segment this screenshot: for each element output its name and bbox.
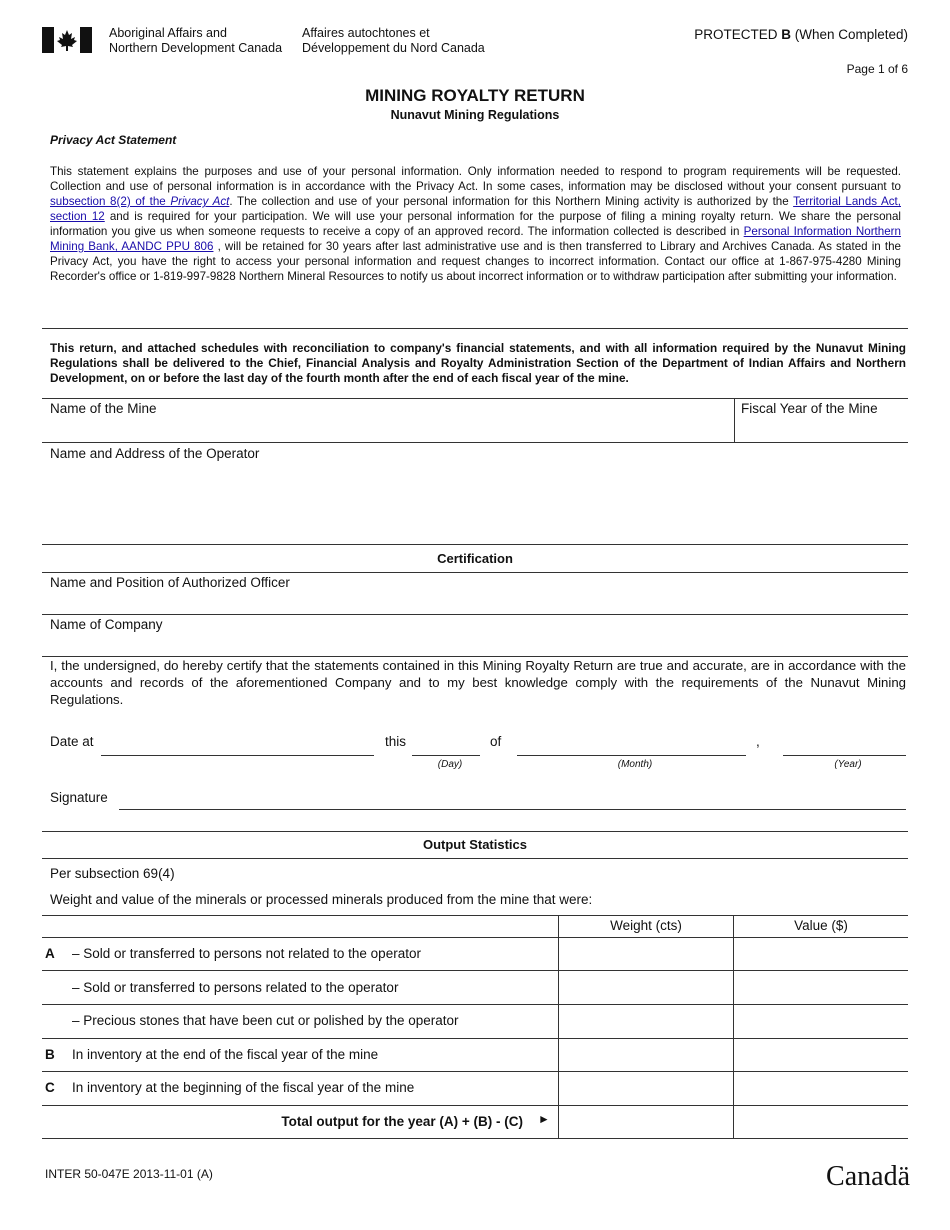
- form-subtitle: Nunavut Mining Regulations: [390, 108, 560, 122]
- day-input[interactable]: [412, 733, 480, 754]
- divider: [42, 398, 908, 399]
- month-line: [517, 755, 746, 756]
- of-label: of: [490, 734, 502, 749]
- dept-en-line1: Aboriginal Affairs and: [109, 26, 227, 40]
- privacy-act-link[interactable]: [50, 195, 229, 208]
- canada-wordmark-text: Canadä: [826, 1161, 910, 1192]
- value-input[interactable]: [736, 1041, 906, 1069]
- value-column-header: Value ($): [794, 918, 848, 933]
- dept-en-line2: Northern Development Canada: [109, 41, 283, 55]
- divider: [42, 915, 908, 916]
- divider: [42, 970, 908, 971]
- divider: [42, 442, 908, 443]
- year-input[interactable]: [783, 733, 906, 754]
- divider: [42, 572, 908, 573]
- filing-instructions: This return, and attached schedules with reconciliation to company's financial statements, and with all information required by the Nunavut Mining Regulations shall be delivered to the Chief, Financial Analysis and Royalty Administration Section of the Department of Indian Affairs and Northern Development, on or before the last day of the fourth month after the end of each fiscal year of the mine.: [50, 341, 906, 385]
- total-label: Total output for the year (A) + (B) - (C): [281, 1114, 523, 1129]
- mine-name-input[interactable]: [48, 419, 730, 440]
- department-name-english: [109, 26, 282, 56]
- total-arrow-icon: ►: [538, 1112, 550, 1126]
- day-line: [412, 755, 480, 756]
- form-title: MINING ROYALTY RETURN: [365, 86, 585, 105]
- divider: [42, 858, 908, 859]
- privacy-text-4: , will be retained for 30 years after last administrative use and is then transferred to Library and Archives Canada. As stated in the Privacy Act, you have the right to access your personal information and request changes to incorrect information. Contact our office at 1-867-975-4280 Mining Recorder's office or 1-819-997-9828 Northern Mineral Resources to notify us about incorrect information or to withdraw participation after submitting your information.: [50, 240, 901, 283]
- divider: [42, 937, 908, 938]
- privacy-statement: [50, 164, 901, 284]
- weight-input[interactable]: [561, 1007, 731, 1036]
- row-description: – Sold or transferred to persons not related to the operator: [72, 946, 421, 961]
- comma-separator: ,: [756, 734, 760, 749]
- dept-fr-line2: Développement du Nord Canada: [302, 41, 485, 55]
- signature-line: [119, 809, 906, 810]
- divider: [42, 1138, 908, 1139]
- value-input[interactable]: [736, 1007, 906, 1036]
- privacy-text-3: and is required for your participation. We will use your personal information for the purpose of filing a mining royalty return. We share the personal information you give us when someone requests to receive a copy of an approved record. The information collected is described in: [50, 210, 901, 238]
- subsection-label: Per subsection 69(4): [50, 866, 175, 881]
- date-at-label: Date at: [50, 734, 94, 749]
- company-input[interactable]: [48, 635, 904, 655]
- page-number: Page 1 of 6: [846, 62, 908, 76]
- weight-input[interactable]: [561, 1074, 731, 1103]
- protected-level: B: [781, 27, 791, 42]
- canada-wordmark: [826, 1162, 910, 1192]
- officer-label: Name and Position of Authorized Officer: [50, 575, 290, 590]
- month-caption: (Month): [617, 759, 653, 770]
- protected-prefix: PROTECTED: [694, 27, 782, 42]
- weight-input[interactable]: [561, 1041, 731, 1069]
- personal-info-bank-link[interactable]: Personal Information Northern Mining Bank, AANDC PPU 806: [50, 225, 901, 253]
- privacy-heading: Privacy Act Statement: [50, 133, 177, 147]
- divider: [42, 544, 908, 545]
- total-weight-input[interactable]: [561, 1108, 731, 1136]
- value-input[interactable]: [736, 973, 906, 1002]
- weight-input[interactable]: [561, 940, 731, 968]
- signature-label: Signature: [50, 790, 108, 805]
- signature-field[interactable]: [119, 786, 906, 808]
- canada-flag-logo: [42, 27, 92, 53]
- row-description: In inventory at the end of the fiscal year of the mine: [72, 1047, 379, 1062]
- year-line: [783, 755, 906, 756]
- territorial-lands-act-link[interactable]: Territorial Lands Act, section 12: [50, 195, 901, 223]
- divider: [42, 1038, 908, 1039]
- divider: [42, 1105, 908, 1106]
- row-letter: B: [45, 1047, 55, 1062]
- divider: [42, 614, 908, 615]
- row-description: – Sold or transferred to persons related to the operator: [72, 980, 399, 995]
- value-input[interactable]: [736, 1074, 906, 1103]
- row-description: – Precious stones that have been cut or polished by the operator: [72, 1013, 459, 1028]
- row-letter: C: [45, 1080, 55, 1095]
- value-input[interactable]: [736, 940, 906, 968]
- weight-input[interactable]: [561, 973, 731, 1002]
- privacy-text-2: . The collection and use of your personal information for this Northern Mining activity is authorized by the: [229, 195, 794, 208]
- operator-label: Name and Address of the Operator: [50, 446, 260, 461]
- weight-column-header: Weight (cts): [610, 918, 682, 933]
- department-name-french: [302, 26, 485, 56]
- certification-heading: Certification: [437, 551, 513, 566]
- divider: [42, 328, 908, 329]
- mine-name-label: Name of the Mine: [50, 401, 157, 416]
- privacy-act-link-text-b: Privacy Act: [170, 195, 230, 208]
- fiscal-year-input[interactable]: [740, 419, 906, 440]
- operator-input[interactable]: [48, 465, 904, 541]
- row-letter: A: [45, 946, 55, 961]
- month-input[interactable]: [517, 733, 746, 754]
- place-line: [101, 755, 374, 756]
- certification-statement: I, the undersigned, do hereby certify that the statements contained in this Mining Royalty Return are true and accurate, are in accordance with the accounts and records of the aforementioned Company and to my best knowledge comply with the requirements of the Nunavut Mining Regulations.: [50, 658, 906, 707]
- protected-b-marking: [694, 27, 908, 42]
- year-caption: (Year): [834, 759, 862, 770]
- dept-fr-line1: Affaires autochtones et: [302, 26, 430, 40]
- divider: [42, 1004, 908, 1005]
- place-input[interactable]: [101, 733, 374, 754]
- output-statistics-heading: Output Statistics: [422, 837, 527, 852]
- total-value-input[interactable]: [736, 1108, 906, 1136]
- fiscal-year-label: Fiscal Year of the Mine: [741, 401, 878, 416]
- divider: [42, 1071, 908, 1072]
- privacy-text-1: This statement explains the purposes and use of your personal information. Only information needed to respond to program requirements will be requested. Collection and use of personal information is in accordance with the Privacy Act. In some cases, information may be disclosed without your consent pursuant to: [50, 165, 901, 193]
- row-description: In inventory at the beginning of the fiscal year of the mine: [72, 1080, 415, 1095]
- privacy-act-link-text-a: subsection 8(2) of the: [50, 195, 171, 208]
- divider: [734, 398, 735, 442]
- officer-input[interactable]: [48, 593, 904, 613]
- output-intro: Weight and value of the minerals or processed minerals produced from the mine that were:: [50, 892, 593, 907]
- protected-suffix: (When Completed): [790, 27, 908, 42]
- this-label: this: [385, 734, 407, 749]
- company-label: Name of Company: [50, 617, 163, 632]
- form-identifier: INTER 50-047E 2013-11-01 (A): [45, 1167, 213, 1181]
- day-caption: (Day): [437, 759, 463, 770]
- divider: [42, 831, 908, 832]
